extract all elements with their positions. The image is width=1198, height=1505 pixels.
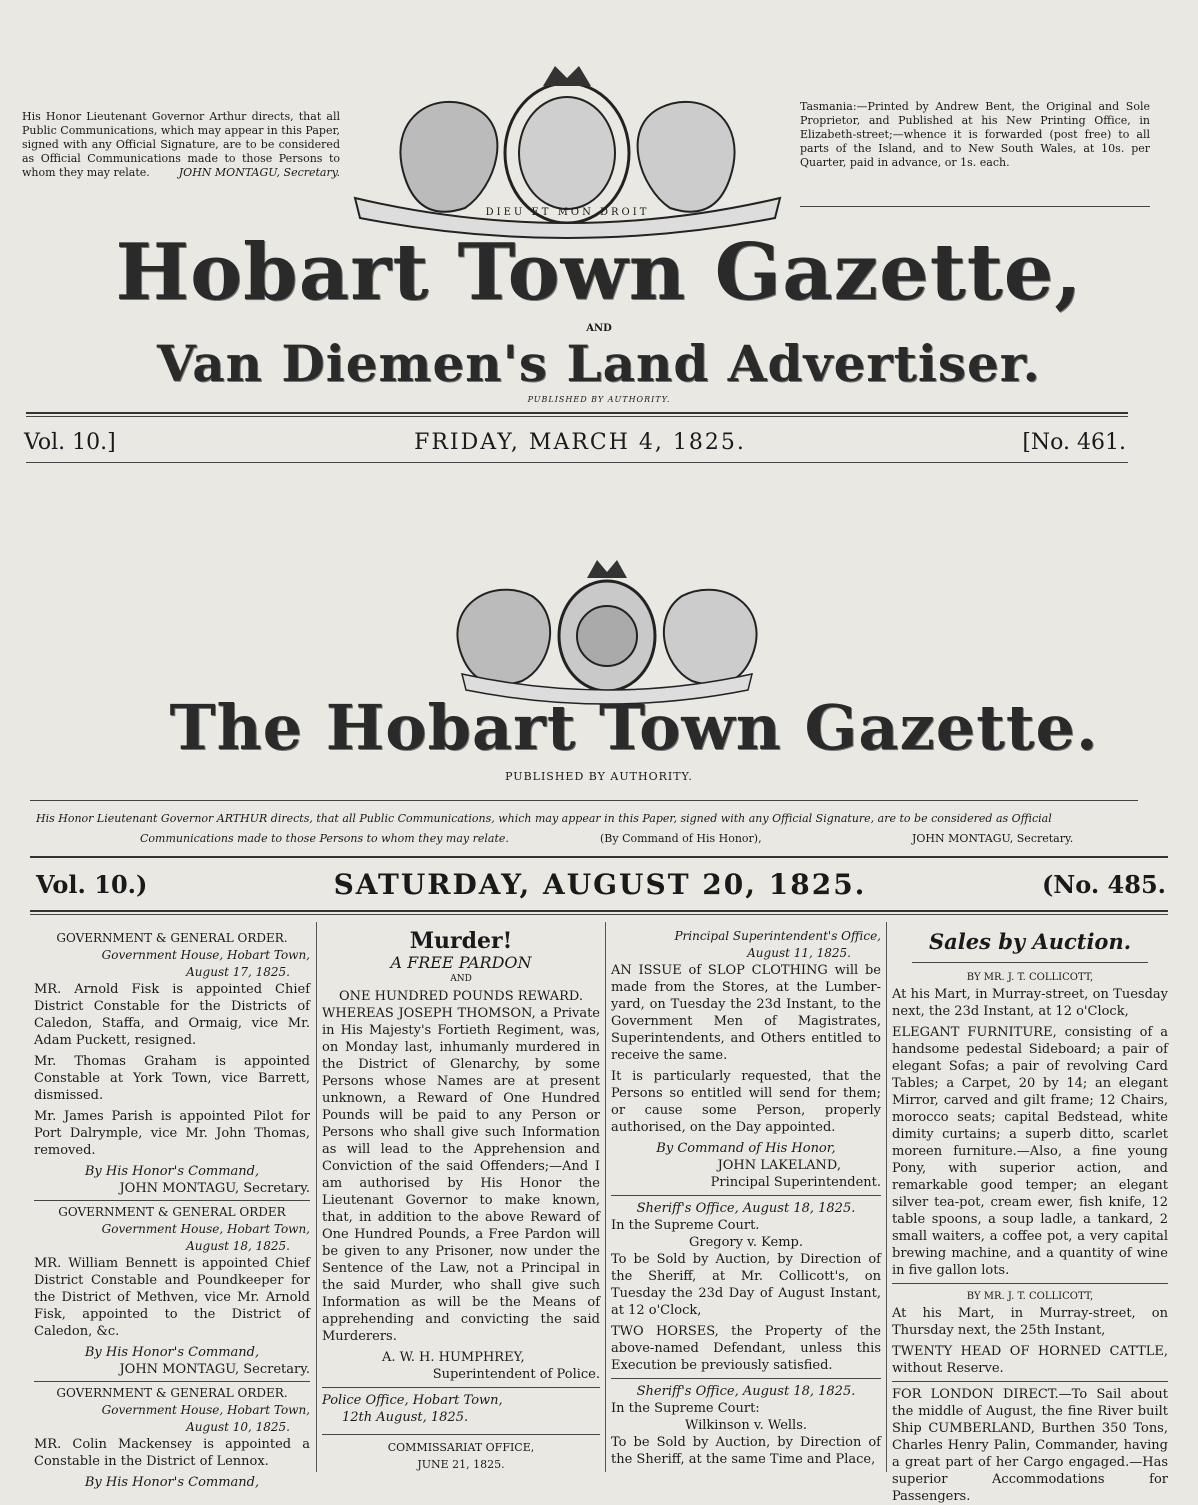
sheriff-sale-1: To be Sold by Auction, by Direction of the Sheriff, at Mr. Collicott's, on Tuesday the 23d Day of August Instant, at 12 o'Clock, [611, 1252, 881, 1318]
masthead-title-bottom: The Hobart Town Gazette. [169, 691, 1099, 764]
commissariat-office: COMMISSARIAT OFFICE, [387, 1441, 535, 1454]
order-paragraph: Mr. Thomas Graham is appointed Constable at York Town, vice Barrett, dismissed. [34, 1054, 310, 1103]
slop-clothing-request: It is particularly requested, that the Persons so entitled will send for them; or cause some Person, properly authorised, on the Day appointed. [611, 1069, 881, 1135]
notice-line-2: Communications made to those Persons to whom they may relate. [140, 832, 509, 845]
vol-bottom: Vol. 10.) [36, 870, 148, 899]
murder-headline: Murder! [409, 928, 513, 954]
order-paragraph: Mr. James Parish is appointed Pilot for Port Dalrymple, vice Mr. John Thomas, removed. [34, 1109, 310, 1158]
auctioneer-2: BY MR. J. T. COLLICOTT, [966, 1291, 1094, 1302]
motto-ribbon: DIEU ET MON DROIT [485, 207, 650, 218]
order-command: By His Honor's Command, [84, 1164, 260, 1179]
order-heading-1: GOVERNMENT & GENERAL ORDER. [56, 931, 288, 945]
police-office: Police Office, Hobart Town, [322, 1393, 503, 1408]
superintendent-office: Principal Superintendent's Office, [674, 929, 881, 943]
column-sales-by-auction [892, 928, 1168, 1504]
order-date-1: August 17, 1825. [186, 965, 290, 979]
royal-coat-of-arms-top [345, 58, 790, 228]
order-paragraph: MR. Colin Mackensey is appointed a Constable in the District of Lennox. [34, 1437, 310, 1469]
top-notice-left-sign: JOHN MONTAGU, Secretary. [178, 166, 340, 179]
horned-cattle: TWENTY HEAD OF HORNED CATTLE, without Reserve. [892, 1344, 1168, 1376]
order-date-3: August 10, 1825. [186, 1420, 290, 1434]
auctioneer-1: BY MR. J. T. COLLICOTT, [966, 972, 1094, 983]
auction-headline: Sales by Auction. [928, 929, 1132, 954]
supreme-court-1: In the Supreme Court. [611, 1218, 760, 1233]
royal-coat-of-arms-bottom [422, 556, 792, 696]
date-top: FRIDAY, MARCH 4, 1825. [414, 430, 746, 455]
order-date-2: August 18, 1825. [186, 1239, 290, 1253]
superintendent-sign-title: Principal Superintendent. [710, 1175, 881, 1190]
column-slop-clothing-sheriff [611, 928, 881, 1475]
elegant-furniture: ELEGANT FURNITURE, consisting of a handsome pedestal Sideboard; a pair of elegant Sofas; a pair of revolving Card Tables; a Carpet, 20 by 14; an elegant Mirror, carved and gilt frame; 12 Chairs, morocco seats; capital Bedstead, white dimity curtains; a superb ditto, scarlet moreen furniture.—Also, a fine young Pony, with superior action, and remarkable good temper; an elegant silver tea-pot, cream ewer, fish knife, 12 table spoons, a soup ladle, a tankard, 2 small waiters, a coffee pot, a very capital brewing machine, and a quantity of wine in five gallon lots. [892, 1025, 1168, 1278]
top-notice-left: His Honor Lieutenant Governor Arthur directs, that all Public Communications, which may appear in this Paper, signed with any Official Signature, are to be considered as Official Communications made to those Persons to whom they may relate. JOHN MONTAGU, Secretary. [22, 110, 340, 179]
published-by-authority-bottom: PUBLISHED BY AUTHORITY. [505, 770, 693, 783]
order-heading-2: GOVERNMENT & GENERAL ORDER [58, 1205, 286, 1219]
order-heading-3: GOVERNMENT & GENERAL ORDER. [56, 1386, 288, 1400]
reward-heading: ONE HUNDRED POUNDS REWARD. [338, 989, 584, 1004]
police-office-date: 12th August, 1825. [342, 1410, 469, 1425]
order-paragraph: MR. Arnold Fisk is appointed Chief District Constable for the Districts of Caledon, Staffa, and Ormaig, vice Mr. Adam Puckett, resigned. [34, 982, 310, 1048]
number-bottom: (No. 485. [1041, 870, 1166, 899]
case-1: Gregory v. Kemp. [688, 1235, 804, 1250]
superintendent-sign: JOHN LAKELAND, [717, 1158, 841, 1173]
published-by-authority-top: PUBLISHED BY AUTHORITY. [527, 395, 671, 404]
superintendent-command: By Command of His Honor, [656, 1141, 836, 1156]
auction-time-2: At his Mart, in Murray-street, on Thursday next, the 25th Instant, [892, 1306, 1168, 1338]
order-sign: JOHN MONTAGU, Secretary. [119, 1362, 310, 1377]
case-2: Wilkinson v. Wells. [684, 1418, 808, 1433]
and-label: AND [450, 974, 472, 984]
notice-sign: JOHN MONTAGU, Secretary. [912, 832, 1074, 845]
column-government-orders [34, 930, 310, 1490]
masthead-title-top: Hobart Town Gazette, [115, 227, 1083, 318]
column-murder-reward [322, 928, 600, 1475]
reward-sign-title: Superintendent of Police. [432, 1367, 600, 1382]
superintendent-office-date: August 11, 1825. [747, 946, 851, 960]
number-top: [No. 461. [1022, 430, 1126, 455]
masthead-and: AND [586, 323, 612, 334]
slop-clothing-notice: AN ISSUE of SLOP CLOTHING will be made from the Stores, at the Lumber-yard, on Tuesday the 23d Instant, to the Government Men of Magistrates, Superintendents, and Others entitled to receive the same. [611, 963, 881, 1063]
notice-command: (By Command of His Honor), [600, 832, 762, 845]
order-sign: JOHN MONTAGU, Secretary. [119, 1181, 310, 1196]
order-place-3: Government House, Hobart Town, [101, 1403, 310, 1417]
sheriff-sale-horses: TWO HORSES, the Property of the above-named Defendant, unless this Execution be previously satisfied. [611, 1324, 881, 1373]
for-london-direct: FOR LONDON DIRECT.—To Sail about the middle of August, the fine River built Ship CUMBERLAND, Burthen 350 Tons, Charles Henry Palin, Commander, having a great part of her Cargo engaged.—Has superior Accommodations for Passengers. [892, 1387, 1168, 1504]
vol-top: Vol. 10.] [24, 430, 116, 455]
date-bottom: SATURDAY, AUGUST 20, 1825. [333, 868, 867, 901]
order-place-1: Government House, Hobart Town, [101, 948, 310, 962]
top-notice-right: Tasmania:—Printed by Andrew Bent, the Original and Sole Proprietor, and Published at his New Printing Office, in Elizabeth-street;—whence it is forwarded (post free) to all parts of the Island, and to New South Wales, at 10s. per Quarter, paid in advance, or 1s. each. [800, 100, 1150, 169]
sheriff-sale-2: To be Sold by Auction, by Direction of the Sheriff, at the same Time and Place, [611, 1435, 881, 1467]
reward-sign: A. W. H. HUMPHREY, [382, 1350, 525, 1365]
supreme-court-2: In the Supreme Court: [611, 1401, 760, 1416]
sheriff-office-2: Sheriff's Office, August 18, 1825. [636, 1384, 856, 1399]
reward-body: WHEREAS JOSEPH THOMSON, a Private in His Majesty's Fortieth Regiment, was, on Monday last, inhumanly murdered in the District of Glenarchy, by some Persons whose Names are at present unknown, a Reward of One Hundred Pounds will be paid to any Person or Persons who shall give such Information as will lead to the Apprehension and Conviction of the said Offenders;—And I am authorised by His Honor the Lieutenant Governor to make known, that, in addition to the above Reward of One Hundred Pounds, a Free Pardon will be given to any Prisoner, now under the Sentence of the Law, not a Principal in the said Murder, who shall give such Information as will be the Means of apprehending and convicting the said Murderers. [322, 1006, 600, 1344]
sheriff-office-1: Sheriff's Office, August 18, 1825. [636, 1201, 856, 1216]
auction-time-1: At his Mart, in Murray-street, on Tuesday next, the 23d Instant, at 12 o'Clock, [892, 987, 1168, 1019]
masthead-subtitle: Van Diemen's Land Advertiser. [157, 334, 1041, 393]
notice-line-1: His Honor Lieutenant Governor ARTHUR directs, that all Public Communications, which may appear in this Paper, signed with any Official Signature, are to be considered as Official [36, 812, 1052, 825]
order-command: By His Honor's Command, [84, 1345, 260, 1360]
order-place-2: Government House, Hobart Town, [101, 1222, 310, 1236]
commissariat-date: JUNE 21, 1825. [417, 1458, 505, 1471]
order-command: By His Honor's Command, [84, 1475, 260, 1490]
order-paragraph: MR. William Bennett is appointed Chief District Constable and Poundkeeper for the District of Methven, vice Mr. Arnold Fisk, appointed to the District of Caledon, &c. [34, 1256, 310, 1339]
free-pardon: A FREE PARDON [390, 953, 532, 972]
